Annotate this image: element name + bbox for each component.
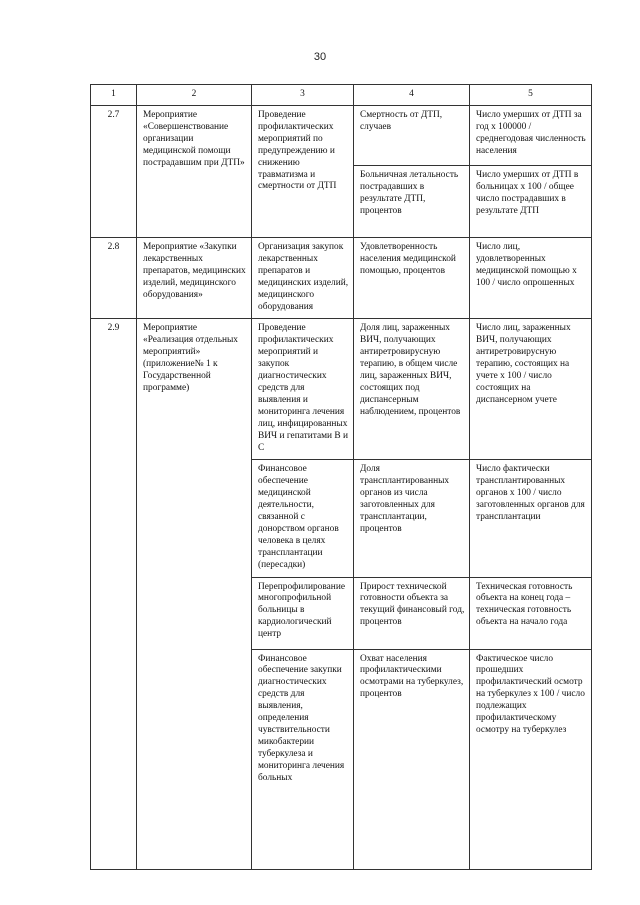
- column-header: 3: [252, 85, 354, 106]
- column-header: 2: [137, 85, 252, 106]
- measure-cell: Мероприятие «Реализация отдельных мероприятий» (приложение№ 1 к Государственной программе): [137, 319, 252, 869]
- column-header: 5: [470, 85, 592, 106]
- action-cell: Проведение профилактических мероприятий и закупок диагностических средств для выявления и мониторинга лечения лиц, инфицированных ВИЧ и гепатитами В и С: [252, 319, 354, 460]
- action-cell: Перепрофилирование многопрофильной больницы в кардиологический центр: [252, 577, 354, 649]
- formula-cell: Число умерших от ДТП в больницах х 100 / общее число пострадавших в результате ДТП: [470, 165, 592, 237]
- action-cell: Финансовое обеспечение закупки диагностических средств для выявления, определения чувствительности микобактерии туберкулеза и мониторинга лечения больных: [252, 649, 354, 869]
- measure-cell: Мероприятие «Закупки лекарственных препаратов, медицинских изделий, медицинского оборудования»: [137, 238, 252, 319]
- indicator-cell: Удовлетворенность населения медицинской помощью, процентов: [354, 238, 470, 319]
- formula-cell: Число умерших от ДТП за год х 100000 / среднегодовая численность населения: [470, 106, 592, 166]
- indicator-cell: Прирост технической готовности объекта за текущий финансовый год, процентов: [354, 577, 470, 649]
- indicator-cell: Доля трансплантированных органов из числа заготовленных для трансплантации, процентов: [354, 460, 470, 577]
- table-row: [91, 319, 592, 460]
- column-header: 4: [354, 85, 470, 106]
- indicator-cell: Охват населения профилактическими осмотрами на туберкулез, процентов: [354, 649, 470, 869]
- indicator-cell: Больничная летальность пострадавших в результате ДТП, процентов: [354, 165, 470, 237]
- row-number: 2.7: [91, 106, 137, 238]
- page-number: 30: [313, 51, 327, 63]
- formula-cell: Число лиц, зараженных ВИЧ, получающих антиретровирусную терапию, состоящих на учете х 100 / число состоящих на диспансерном учете: [470, 319, 592, 460]
- action-cell: Организация закупок лекарственных препаратов и медицинских изделий, медицинского оборудования: [252, 238, 354, 319]
- table-row: [91, 106, 592, 166]
- formula-cell: Фактическое число прошедших профилактический осмотр на туберкулез х 100 / число подлежащих профилактическому осмотру на туберкулез: [470, 649, 592, 869]
- indicator-cell: Смертность от ДТП, случаев: [354, 106, 470, 166]
- indicator-cell: Доля лиц, зараженных ВИЧ, получающих антиретровирусную терапию, в общем числе лиц, зараженных ВИЧ, состоящих под диспансерным наблюдением, процентов: [354, 319, 470, 460]
- column-header: 1: [91, 85, 137, 106]
- header-row: [91, 85, 592, 106]
- indicators-table: [90, 84, 592, 870]
- formula-cell: Техническая готовность объекта на конец года – техническая готовность объекта на начало года: [470, 577, 592, 649]
- formula-cell: Число лиц, удовлетворенных медицинской помощью х 100 / число опрошенных: [470, 238, 592, 319]
- action-cell: Проведение профилактических мероприятий по предупреждению и снижению травматизма и смертности от ДТП: [252, 106, 354, 238]
- row-number: 2.8: [91, 238, 137, 319]
- table-row: [91, 238, 592, 319]
- row-number: 2.9: [91, 319, 137, 869]
- measure-cell: Мероприятие «Совершенствование организации медицинской помощи пострадавшим при ДТП»: [137, 106, 252, 238]
- formula-cell: Число фактически трансплантированных органов х 100 / число заготовленных органов для трансплантации: [470, 460, 592, 577]
- action-cell: Финансовое обеспечение медицинской деятельности, связанной с донорством органов человека в целях трансплантации (пересадки): [252, 460, 354, 577]
